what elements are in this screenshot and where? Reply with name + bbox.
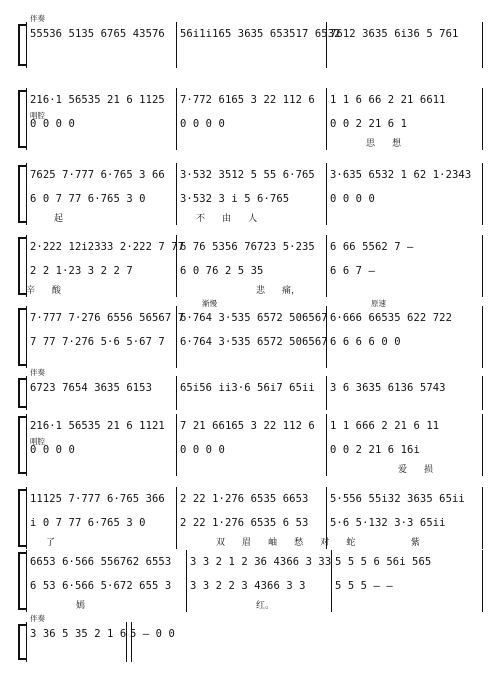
barline [482, 487, 483, 549]
score-system [26, 614, 482, 662]
measure-notes: 11125 7·777 6·765 366 [30, 493, 165, 505]
measure-notes: 0 0 0 0 [330, 193, 375, 205]
measure-notes: 5 5 5 6 56i 565 [335, 556, 432, 568]
upper-staff-row [26, 491, 482, 509]
measure-notes: 0 0 0 0 [30, 444, 75, 456]
measure-notes: 6 0 76 2 5 35 [180, 265, 264, 277]
measure-notes: 6·764 3·535 6572 506567 [180, 336, 328, 348]
measure-notes: 3 3 2 1 2 36 4366 3 33 [190, 556, 332, 568]
barline [482, 22, 483, 68]
lyric-text: 红。 [256, 601, 275, 611]
measure-notes: 0 0 0 0 [180, 118, 225, 130]
score-system [26, 14, 482, 68]
measure-notes: 3 6 3635 6136 5743 [330, 382, 446, 394]
measure-notes: 3·635 6532 1 62 1·2343 [330, 169, 472, 181]
lyric-text: 爱 损 [398, 465, 434, 475]
measure-notes: 5·6 5·132 3·3 65ii [330, 517, 446, 529]
lower-staff-row [26, 515, 482, 533]
lower-staff-row [26, 578, 482, 596]
upper-staff-row [26, 626, 482, 644]
lyric-text: 起 [54, 214, 64, 224]
barline [482, 163, 483, 225]
measure-notes: 65i56 ii3·6 56i7 65ii [180, 382, 315, 394]
system-bracket [18, 378, 26, 408]
system-bracket [18, 90, 26, 148]
score-system [26, 163, 482, 225]
lower-staff-row [26, 263, 482, 281]
barline [482, 306, 483, 368]
system-bracket [18, 237, 26, 295]
system-bracket [18, 308, 26, 366]
upper-staff-row [26, 92, 482, 110]
measure-notes: 55536 5135 6765 43576 [30, 28, 165, 40]
measure-notes: 7 21 66165 3 22 112 6 [180, 420, 315, 432]
measure-notes: 6653 6·566 556762 6553 [30, 556, 172, 568]
measure-notes: 5·556 55i32 3635 65ii [330, 493, 465, 505]
measure-notes: 3·532 3512 5 55 6·765 [180, 169, 315, 181]
measure-notes: 6·764 3·535 6572 506567 [180, 312, 328, 324]
lyric-text: 辛 酸 [26, 286, 62, 296]
measure-notes: 7·777 7·276 6556 56567 7 [30, 312, 185, 324]
lyric-text: 悲 痛， [256, 286, 301, 296]
part-label: 伴奏 [30, 614, 45, 623]
measure-notes: 2 22 1·276 6535 6653 [180, 493, 309, 505]
measure-notes: 7 77 7·276 5·6 5·67 7 [30, 336, 165, 348]
part-label: 唱腔 [30, 437, 45, 446]
upper-staff-row [26, 239, 482, 257]
upper-staff-row [26, 310, 482, 328]
tempo-marking: 渐慢 [202, 299, 217, 308]
barline [482, 550, 483, 612]
measure-notes: 7·772 6165 3 22 112 6 [180, 94, 315, 106]
system-bracket [18, 416, 26, 474]
measure-notes: 2·222 12i2333 2·222 7 77 [30, 241, 185, 253]
score-system [26, 487, 482, 549]
barline [482, 376, 483, 410]
measure-notes: 6 76 5356 76723 5·235 [180, 241, 315, 253]
upper-staff-row [26, 26, 482, 44]
lower-staff-row [26, 334, 482, 352]
measure-notes: 3 36 5 35 2 1 6 [30, 628, 127, 640]
measure-notes: 5 – 0 0 [130, 628, 175, 640]
measure-notes: 6723 7654 3635 6153 [30, 382, 153, 394]
score-system [26, 88, 482, 150]
lyric-text: 了 [46, 538, 56, 548]
measure-notes: 0 0 0 0 [30, 118, 75, 130]
measure-notes: 2 2 1·23 3 2 2 7 [30, 265, 133, 277]
score-system [26, 414, 482, 476]
lower-staff-row [26, 191, 482, 209]
upper-staff-row [26, 418, 482, 436]
measure-notes: 1 1 666 2 21 6 11 [330, 420, 440, 432]
upper-staff-row [26, 167, 482, 185]
score-system [26, 235, 482, 297]
measure-notes: 56i1i165 3635 65351̇7 6532 [180, 28, 341, 40]
measure-notes: i 0 7 77 6·765 3 0 [30, 517, 146, 529]
score-system [26, 550, 482, 612]
lyric-text: 嫣 [76, 601, 86, 611]
measure-notes: 0 0 2 21 6 16i [330, 444, 420, 456]
part-label: 伴奏 [30, 368, 45, 377]
lyric-text: 不 由 人 [196, 214, 258, 224]
system-bracket [18, 489, 26, 547]
measure-notes: 216·1 56535 21 6 1125 [30, 94, 165, 106]
measure-notes: 7612 3635 6i36 5 761 [330, 28, 459, 40]
measure-notes: 216·1 56535 21 6 1121 [30, 420, 165, 432]
measure-notes: 6 0 7 77 6·765 3 0 [30, 193, 146, 205]
measure-notes: 0 0 0 0 [180, 444, 225, 456]
measure-notes: 7625 7·777 6·765 3 66 [30, 169, 165, 181]
measure-notes: 3·532 3 i 5 6·765 [180, 193, 290, 205]
system-bracket [18, 624, 26, 660]
part-label: 唱腔 [30, 111, 45, 120]
tempo-marking: 原速 [371, 299, 386, 308]
system-bracket [18, 165, 26, 223]
lower-staff-row [26, 116, 482, 134]
barline [482, 235, 483, 297]
score-system [26, 368, 482, 410]
upper-staff-row [26, 380, 482, 398]
measure-notes: 6 53 6·566 5·672 655 3 [30, 580, 172, 592]
measure-notes: 3 3 2 2 3 4366 3 3 [190, 580, 306, 592]
measure-notes: 6 66 5562 7 – [330, 241, 414, 253]
lyric-text: 思 想 [366, 139, 402, 149]
measure-notes: 5 5 5 – – [335, 580, 393, 592]
measure-notes: 6·666 66535 622 722 [330, 312, 453, 324]
measure-notes: 6 6 6 6 0 0 [330, 336, 401, 348]
system-bracket [18, 24, 26, 66]
barline [482, 88, 483, 150]
score-system [26, 299, 482, 368]
measure-notes: 0 0 2 21 6 1 [330, 118, 408, 130]
upper-staff-row [26, 554, 482, 572]
lyric-text: 紫 [411, 538, 421, 548]
measure-notes: 2 22 1·276 6535 6 53 [180, 517, 309, 529]
lower-staff-row [26, 442, 482, 460]
measure-notes: 1 1 6 66 2 21 6611 [330, 94, 446, 106]
lyric-text: 双 眉 岫 愁 对 蛇 [216, 538, 356, 548]
system-bracket [18, 552, 26, 610]
barline [482, 414, 483, 476]
part-label: 伴奏 [30, 14, 45, 23]
measure-notes: 6 6 7 – [330, 265, 375, 277]
